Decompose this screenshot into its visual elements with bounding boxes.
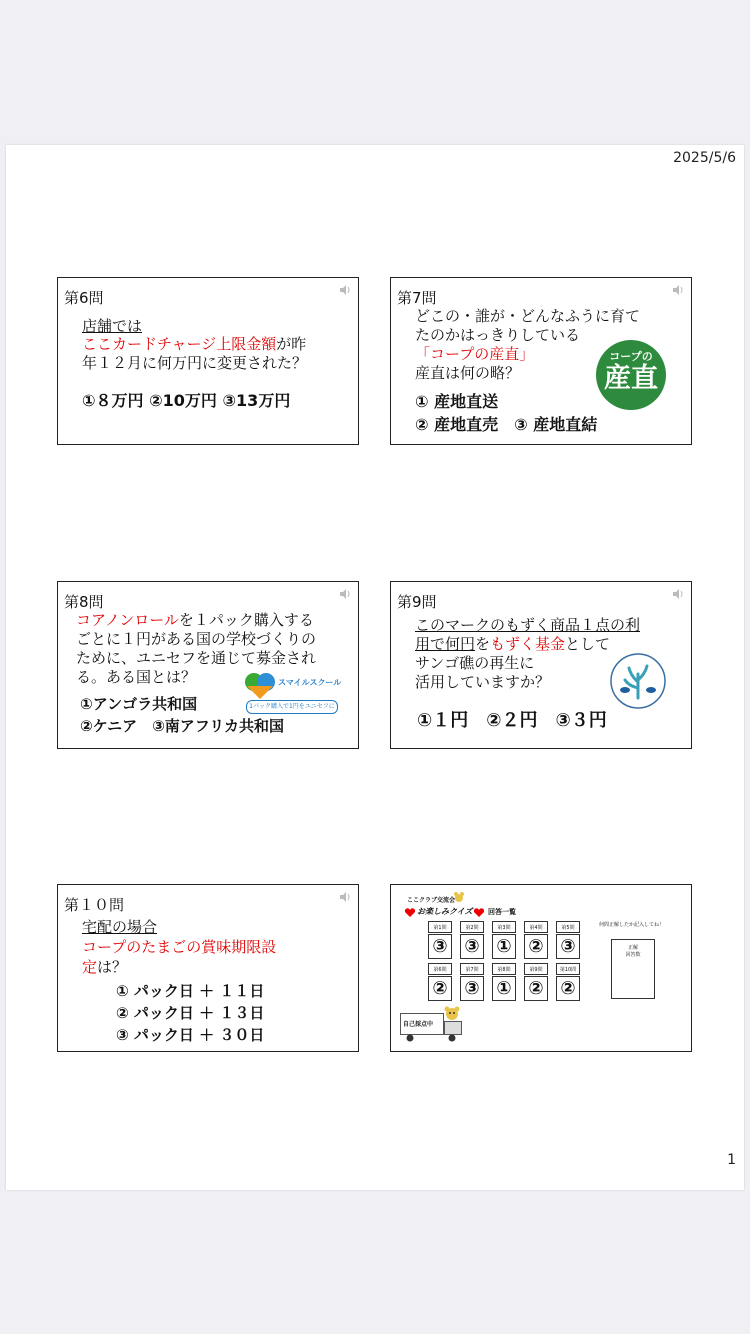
speaker-icon	[671, 283, 685, 297]
speaker-icon	[338, 587, 352, 601]
speaker-icon	[671, 587, 685, 601]
question-text-line: 年１２月に何万円に変更された？	[82, 354, 308, 372]
question-text-line: 定は？	[82, 958, 128, 976]
coop-sanchoku-logo: コープの 産直	[596, 340, 666, 410]
heart-icon	[405, 908, 415, 917]
instruction-note: 何問正解したか記入してね！	[599, 922, 665, 928]
print-date: 2025/5/6	[673, 150, 736, 166]
answer-cell: ②	[556, 976, 580, 1001]
slide-question-6	[57, 277, 359, 445]
table-header: 第5問	[556, 921, 580, 933]
answer-options: ①８万円 ②10万円 ③13万円	[82, 391, 291, 410]
speaker-icon	[338, 283, 352, 297]
slide-question-7	[390, 277, 692, 445]
page-number: 1	[727, 1152, 736, 1168]
table-header: 第3問	[492, 921, 516, 933]
question-text-line: このマークのもずく商品１点の利	[415, 616, 641, 634]
question-text-line: ために、ユニセフを通じて募金され	[76, 649, 317, 667]
truck-illustration: 自己採点中	[400, 1011, 466, 1045]
answer-option: ① パック日 ＋ １１日	[116, 982, 265, 1000]
question-text-line: 宅配の場合	[82, 918, 158, 936]
answer-option: ③ パック日 ＋ ３０日	[116, 1026, 265, 1044]
question-number: 第7問	[397, 289, 437, 307]
question-text-line: る。ある国とは？	[76, 668, 197, 686]
table-header: 第6問	[428, 963, 452, 975]
answer-cell: ①	[492, 934, 516, 959]
document-page	[6, 145, 744, 1190]
table-header: 第2問	[460, 921, 484, 933]
question-text-line: 店舗では	[82, 317, 143, 335]
question-number: 第9問	[397, 593, 437, 611]
question-text-line: どこの・誰が・どんなふうに育て	[415, 307, 641, 325]
table-header: 第10問	[556, 963, 580, 975]
question-text-line: サンゴ礁の再生に	[415, 654, 535, 672]
answer-option: ① 産地直送	[415, 392, 499, 411]
question-text-line: 活用していますか？	[415, 673, 551, 691]
slide-question-9	[390, 581, 692, 749]
question-text-line: 「コープの産直」	[415, 345, 535, 363]
answer-option: ② パック日 ＋ １３日	[116, 1004, 265, 1022]
smile-school-logo: スマイルスクール 1パック購入で1円をユニセフに	[244, 670, 340, 714]
brand-label: ここクラブ交流会	[407, 897, 456, 904]
bear-icon	[453, 891, 465, 903]
answer-option: ②ケニア ③南アフリカ共和国	[80, 717, 285, 735]
answer-cell: ③	[460, 976, 484, 1001]
quiz-subtitle: 回答一覧	[488, 908, 516, 916]
wheel-icon	[448, 1034, 456, 1042]
question-text-line: たのかはっきりしている	[415, 326, 581, 344]
question-number: 第6問	[64, 289, 104, 307]
question-number: 第１０問	[64, 896, 125, 914]
heart-icon	[474, 908, 484, 917]
mozuku-fund-mark-icon	[609, 652, 667, 710]
question-number: 第8問	[64, 593, 104, 611]
answer-cell: ③	[428, 934, 452, 959]
quiz-title: お楽しみクイズ	[417, 907, 473, 916]
answer-option: ② 産地直売 ③ 産地直結	[415, 415, 598, 434]
table-header: 第8問	[492, 963, 516, 975]
wheel-icon	[406, 1034, 414, 1042]
question-text-line: ごとに１円がある国の学校づくりの	[76, 630, 317, 648]
question-text-line: 用で何円をもずく基金として	[415, 635, 611, 653]
answer-cell: ②	[524, 934, 548, 959]
slide-answer-sheet	[390, 884, 692, 1052]
answer-option: ①アンゴラ共和国	[80, 695, 198, 713]
slide-question-8	[57, 581, 359, 749]
speaker-icon	[338, 890, 352, 904]
question-text-line: 産直は何の略？	[415, 364, 521, 382]
question-text-line: コープのたまごの賞味期限設	[82, 938, 277, 956]
table-header: 第7問	[460, 963, 484, 975]
answer-cell: ③	[556, 934, 580, 959]
table-header: 第1問	[428, 921, 452, 933]
table-header: 第9問	[524, 963, 548, 975]
answer-cell: ②	[428, 976, 452, 1001]
answer-cell: ③	[460, 934, 484, 959]
answer-cell: ①	[492, 976, 516, 1001]
answer-cell: ②	[524, 976, 548, 1001]
slide-question-10	[57, 884, 359, 1052]
question-text-line: ここカードチャージ上限金額が昨	[82, 335, 307, 353]
bear-icon	[444, 1005, 460, 1021]
question-text-line: コアノンロールを１パック購入する	[76, 611, 314, 629]
answer-options: ①１円 ②２円 ③３円	[417, 710, 607, 731]
table-header: 第4問	[524, 921, 548, 933]
heart-icon	[244, 670, 276, 700]
score-box: 正解 回答数	[611, 939, 655, 999]
